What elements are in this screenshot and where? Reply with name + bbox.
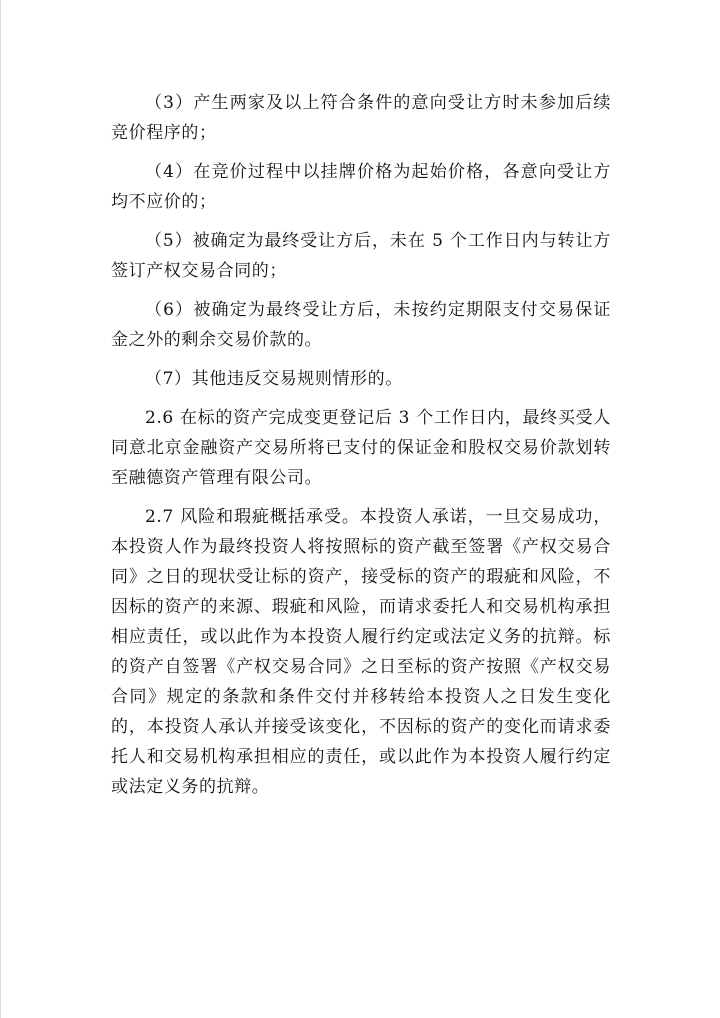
section-2-7: 2.7 风险和瑕疵概括承受。本投资人承诺，一旦交易成功，本投资人作为最终投资人将按照标的资产截至签署《产权交易合同》之日的现状受让标的资产，接受标的资产的瑕疵和风险，不因标的资产的来源、瑕疵和风险，而请求委托人和交易机构承担相应责任，或以此作为本投资人履行约定或法定义务的抗辩。标的资产自签署《产权交易合同》之日至标的资产按照《产权交易合同》规定的条款和条件交付并移转给本投资人之日发生变化的，本投资人承认并接受该变化，不因标的资产的变化而请求委托人和交易机构承担相应的责任，或以此作为本投资人履行约定或法定义务的抗辩。 [111,507,611,797]
clause-5: （5）被确定为最终受让方后，未在 5 个工作日内与转让方签订产权交易合同的； [111,231,611,281]
clause-6: （6）被确定为最终受让方后，未按约定期限支付交易保证金之外的剩余交易价款的。 [111,300,611,350]
document-body [111,88,611,802]
section-2-6: 2.6 在标的资产完成变更登记后 3 个工作日内，最终买受人同意北京金融资产交易所将已支付的保证金和股权交易价款划转至融德资产管理有限公司。 [111,408,611,488]
clause-4: （4）在竞价过程中以挂牌价格为起始价格，各意向受让方均不应价的； [111,162,611,212]
clause-7: （7）其他违反交易规则情形的。 [145,369,403,389]
clause-3: （3）产生两家及以上符合条件的意向受让方时未参加后续竞价程序的； [111,93,611,143]
